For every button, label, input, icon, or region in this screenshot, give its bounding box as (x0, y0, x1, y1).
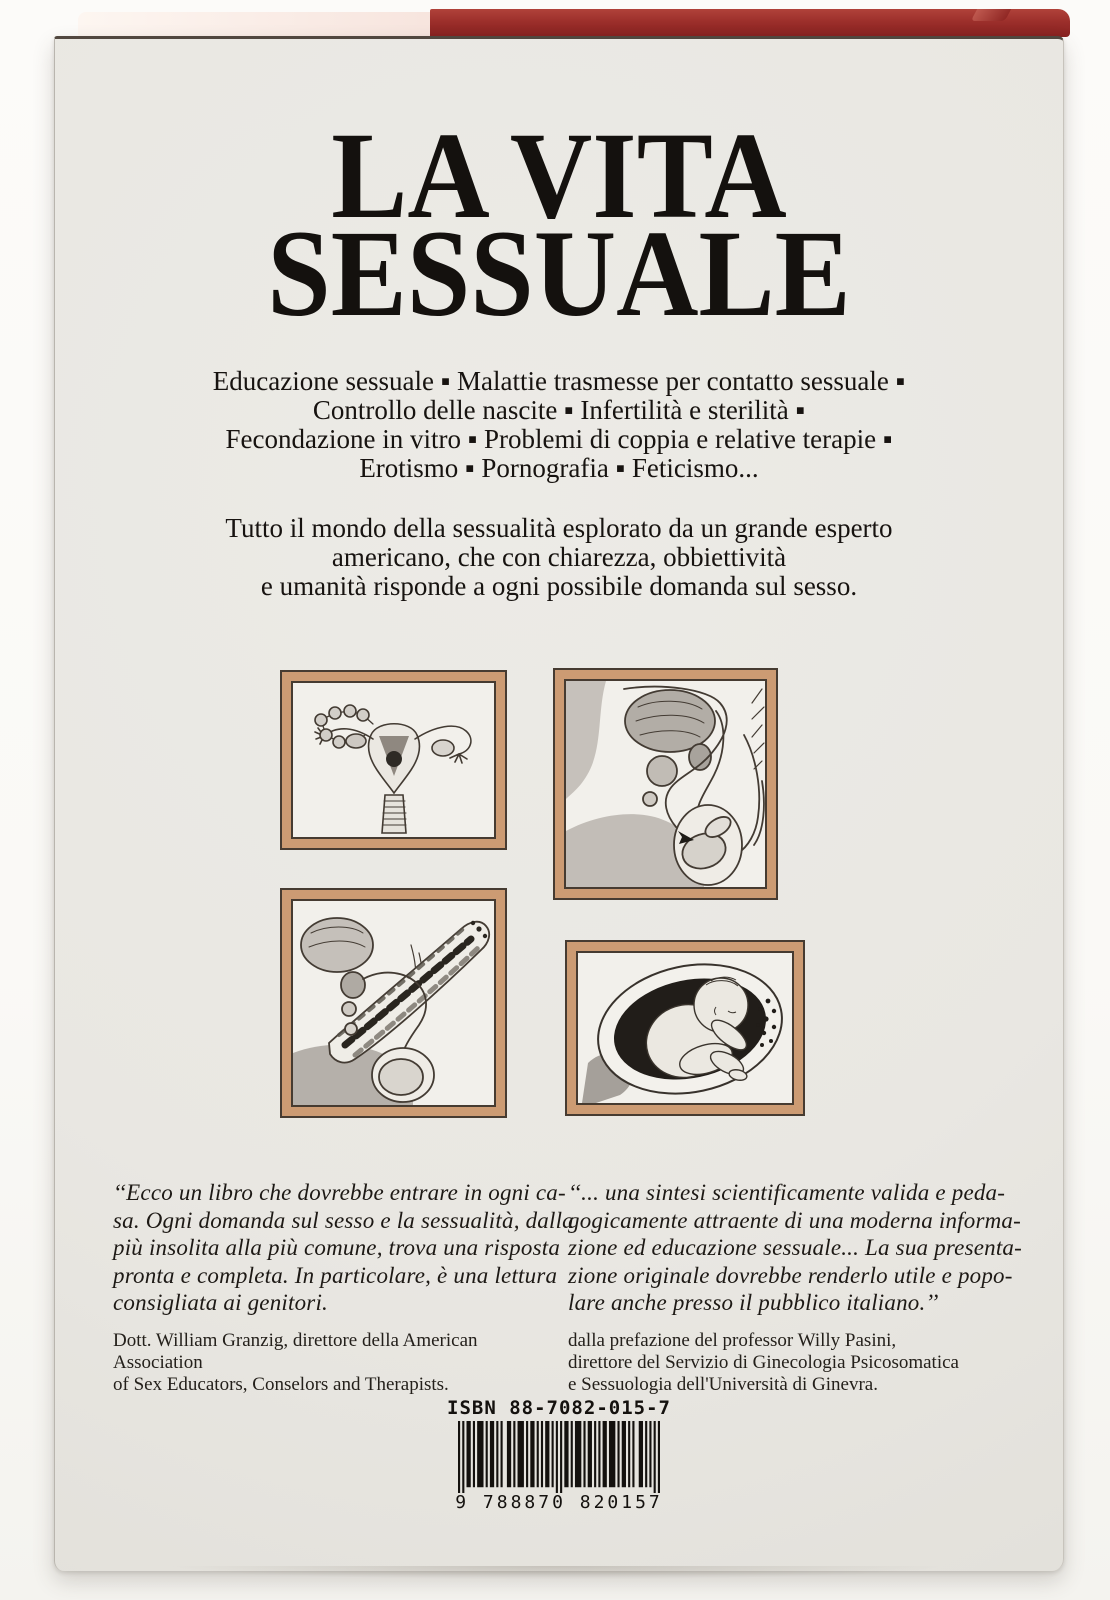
illustration-frame (565, 940, 805, 1116)
intro-text (55, 514, 1063, 601)
topic-line: Fecondazione in vitro ▪ Problemi di coppia e relative terapie ▪ (225, 424, 893, 454)
jacket-fold-notch (971, 9, 1011, 21)
illustration-frame (280, 888, 507, 1118)
quote-line: zione ed educazione sessuale... La sua presenta- (568, 1235, 1022, 1260)
quote-line: ‘‘Ecco un libro che dovrebbe entrare in ogni ca- (113, 1180, 566, 1205)
topic-line: Controllo delle nascite ▪ Infertilità e sterilità ▪ (312, 395, 806, 425)
penis-cross-section-illustration (291, 899, 496, 1107)
quote-attribution (568, 1330, 992, 1396)
isbn-block (55, 1397, 1063, 1513)
isbn-label: ISBN 88-7082-015-7 (447, 1397, 671, 1419)
quote-line: zione originale dovrebbe renderlo utile e popo- (568, 1262, 1013, 1288)
attribution-line: e Sessuologia dell'Università di Ginevra. (568, 1373, 878, 1395)
attribution-line: Dott. William Granzig, direttore della American Association (113, 1329, 478, 1373)
quote-line: lare anche presso il pubblico italiano.’’ (568, 1290, 939, 1315)
quote-line: pronta e completa. In particolare, è una lettura (113, 1262, 558, 1288)
intro-line: americano, che con chiarezza, obbiettività (331, 542, 787, 572)
quote-line: sa. Ogni domanda sul sesso e la sessualità, dalla (113, 1207, 574, 1233)
quote-attribution (113, 1330, 527, 1396)
attribution-line: dalla prefazione del professor Willy Pasini, (568, 1329, 897, 1351)
quote-line: consigliata ai genitori. (113, 1290, 328, 1315)
title-line-2: SESSUALE (267, 205, 851, 342)
quote-line: ‘‘... una sintesi scientificamente valida e peda- (568, 1180, 1006, 1205)
illustration-frame (553, 668, 778, 900)
review-quote-right (568, 1179, 1022, 1396)
barcode-digits: 9 788870 820157 (455, 1492, 663, 1513)
illustration-frame (280, 670, 507, 850)
quote-line: più insolita alla più comune, trova una risposta (113, 1235, 561, 1260)
review-quote-left (113, 1179, 574, 1396)
book-shadow (40, 1566, 1070, 1584)
attribution-line: of Sex Educators, Conselors and Therapists. (113, 1373, 449, 1395)
quote-line: gogicamente attraente di una moderna informa- (568, 1207, 1021, 1233)
intro-line: Tutto il mondo della sessualità esplorato da un grande esperto (225, 513, 893, 543)
topic-line: Educazione sessuale ▪ Malattie trasmesse per contatto sessuale ▪ (212, 366, 906, 396)
barcode (458, 1421, 660, 1493)
review-quotes (113, 1179, 1047, 1396)
topics-list (55, 367, 1063, 483)
female-reproductive-system-illustration (291, 681, 496, 839)
spine-top-red-edge (430, 9, 1070, 37)
intro-line: e umanità risponde a ogni possibile domanda sul sesso. (260, 571, 858, 601)
book-back-cover (54, 36, 1064, 1571)
male-reproductive-system-illustration (564, 679, 767, 889)
book-title (95, 107, 1022, 342)
title-line-1: LA VITA (331, 107, 787, 244)
fetus-in-womb-illustration (576, 951, 794, 1105)
topic-line: Erotismo ▪ Pornografia ▪ Feticismo... (359, 453, 759, 483)
attribution-line: direttore del Servizio di Ginecologia Psicosomatica (568, 1351, 959, 1373)
